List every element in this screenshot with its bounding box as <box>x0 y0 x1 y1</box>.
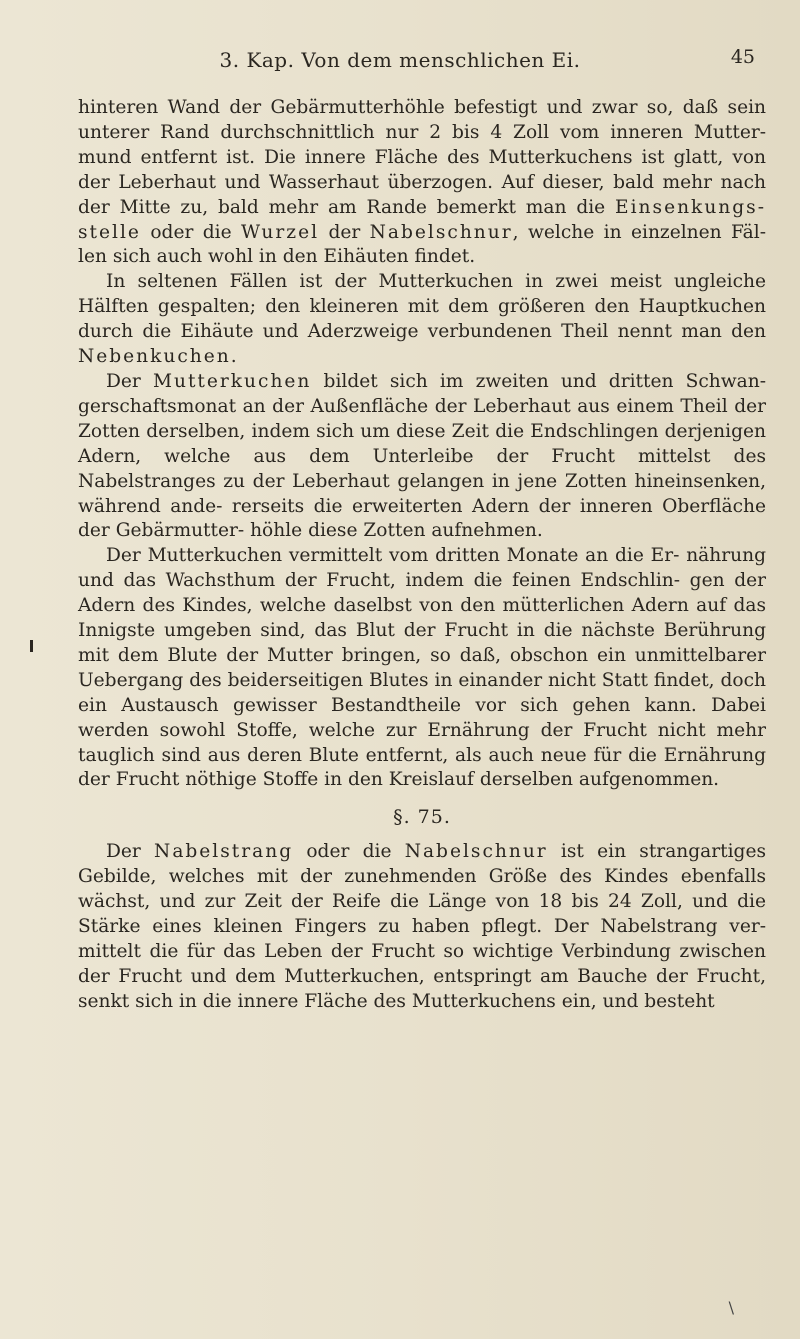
text-run: , welche in einzelnen Fäl- len sich auch wohl in den Eihäuten findet. <box>78 221 767 268</box>
emphasized-term: Nabelstrang <box>154 841 294 863</box>
emphasized-term: Mutterkuchen <box>152 370 312 392</box>
emphasized-term: Einsenkungs- stelle <box>78 196 766 243</box>
page-header <box>0 40 800 74</box>
running-head: 3. Kap. Von dem menschlichen Ei. <box>219 48 581 72</box>
text-run: . <box>230 346 237 368</box>
body-text <box>78 96 766 1015</box>
paragraph <box>78 370 766 544</box>
page-number: 45 <box>730 46 755 68</box>
text-run: Der <box>106 370 153 392</box>
text-run: Der Mutterkuchen vermittelt vom dritten Monate an die Er- nährung und das Wachsthum der Frucht, indem die feinen Endschlin- gen der Adern des Kindes, welche daselbst von den mütterlichen Adern auf das Innigste umgeben sind, das Blut der Frucht in die nächste Berührung mit dem Blute der Mutter bringen, so daß, obschon ein unmittelbarer Uebergang des beiderseitigen Blutes in einander nicht Statt findet, doch ein Austausch gewisser Bestandtheile vor sich gehen kann. Dabei werden sowohl Stoffe, welche zur Ernährung der Frucht nicht mehr tauglich sind aus deren Blute entfernt, als auch neue für die Ernährung der Frucht nöthige Stoffe in den Kreislauf derselben aufgenommen. <box>78 545 766 791</box>
text-run: In seltenen Fällen ist der Mutterkuchen in zwei meist ungleiche Hälften gespalten; den kleineren mit dem größeren den Hauptkuchen durch die Eihäute und Aderzweige verbundenen Theil nennt man den <box>78 271 766 343</box>
text-run: der <box>319 221 370 243</box>
text-run: bildet sich im zweiten und dritten Schwan- gerschaftsmonat an der Außenfläche der Leberhaut aus einem Theil der Zotten derselben, indem sich um diese Zeit die Endschlingen derjenigen Adern, welche aus dem Unterleibe der Frucht mittelst des Nabelstranges zu der Leberhaut gelangen in jene Zotten hineinsenken, während ande- rerseits die erweiterten Adern der inneren Oberfläche der Gebärmutter- höhle diese Zotten aufnehmen. <box>78 370 766 542</box>
emphasized-term: Wurzel <box>241 221 320 243</box>
emphasized-term: Nebenkuchen <box>78 346 231 368</box>
text-run: hinteren Wand der Gebärmutterhöhle befestigt und zwar so, daß sein unterer Rand durchschnittlich nur 2 bis 4 Zoll vom inneren Mutter- mund entfernt ist. Die innere Fläche des Mutterkuchens ist glatt, von der Leberhaut und Wasserhaut überzogen. Auf dieser, bald mehr nach der Mitte zu, bald mehr am Rande bemerkt man die <box>78 97 766 218</box>
margin-mark <box>30 640 33 652</box>
text-run: ist ein strangartiges Gebilde, welches mit der zunehmenden Größe des Kindes ebenfalls wächst, und zur Zeit der Reife die Länge von 18 bis 24 Zoll, und die Stärke eines kleinen Fingers zu haben pflegt. Der Nabelstrang ver- mittelt die für das Leben der Frucht so wichtige Verbindung zwischen der Frucht und dem Mutterkuchen, entspringt am Bauche der Frucht, senkt sich in die innere Fläche des Mutterkuchens ein, und besteht <box>78 841 767 1012</box>
paragraph <box>78 840 766 1014</box>
emphasized-term: Nabelschnur <box>404 841 548 863</box>
corner-mark: \ <box>728 1298 734 1317</box>
paragraph <box>78 544 766 793</box>
paragraph <box>78 96 766 270</box>
text-run: Der <box>106 841 155 863</box>
emphasized-term: Nabelschnur <box>369 221 513 243</box>
text-run: oder die <box>293 841 405 863</box>
paragraph <box>78 270 766 370</box>
text-run: oder die <box>140 221 242 243</box>
section-heading: §. 75. <box>393 806 451 829</box>
